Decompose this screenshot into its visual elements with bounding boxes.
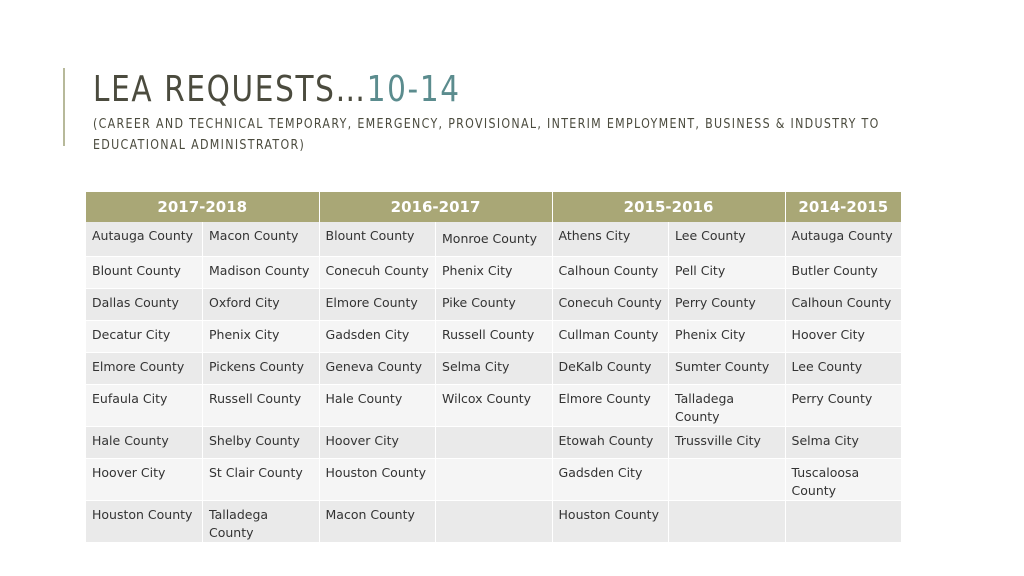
table-row (86, 257, 902, 289)
table-cell: Elmore County (86, 353, 203, 385)
table-cell (669, 501, 786, 543)
table-cell: Conecuh County (552, 289, 669, 321)
header-2015-2016: 2015-2016 (552, 192, 785, 222)
table-cell: Pickens County (203, 353, 320, 385)
table-body (86, 222, 902, 543)
table-cell: Monroe County (436, 222, 553, 257)
table-cell: Pike County (436, 289, 553, 321)
table-cell: Hale County (86, 427, 203, 459)
table-cell: Butler County (785, 257, 902, 289)
header-2014-2015: 2014-2015 (785, 192, 902, 222)
table-cell: Russell County (203, 385, 320, 427)
header-2017-2018: 2017-2018 (86, 192, 319, 222)
table-cell: Selma City (785, 427, 902, 459)
table-cell (436, 427, 553, 459)
table-cell: Trussville City (669, 427, 786, 459)
slide-subtitle: (CAREER AND TECHNICAL TEMPORARY, EMERGENCY, PROVISIONAL, INTERIM EMPLOYMENT, BUSINESS & INDUSTRY TO EDUCATIONAL ADMINISTRATOR) (93, 116, 880, 153)
table-cell: Houston County (552, 501, 669, 543)
lea-requests-table (86, 192, 902, 543)
table-cell: Eufaula City (86, 385, 203, 427)
title-main: LEA REQUESTS… (93, 69, 367, 110)
table-cell: Phenix City (203, 321, 320, 353)
table-cell (436, 501, 553, 543)
table-header-row (86, 192, 902, 222)
table-cell: Conecuh County (319, 257, 436, 289)
table-cell: Talladega County (669, 385, 786, 427)
table-row (86, 222, 902, 257)
table-cell: Gadsden City (319, 321, 436, 353)
table-cell: Elmore County (552, 385, 669, 427)
table-cell: Oxford City (203, 289, 320, 321)
table-cell: Calhoun County (785, 289, 902, 321)
table-row (86, 385, 902, 427)
table-row (86, 427, 902, 459)
table-cell: Phenix City (669, 321, 786, 353)
table-cell: Blount County (86, 257, 203, 289)
table-cell: Decatur City (86, 321, 203, 353)
table-cell: Perry County (669, 289, 786, 321)
table-cell: Macon County (319, 501, 436, 543)
table-cell: Perry County (785, 385, 902, 427)
table-cell: Cullman County (552, 321, 669, 353)
table-cell: Shelby County (203, 427, 320, 459)
title-block (93, 70, 973, 156)
table-cell: Athens City (552, 222, 669, 257)
table-cell: Hoover City (86, 459, 203, 501)
header-2016-2017: 2016-2017 (319, 192, 552, 222)
table-cell: Lee County (785, 353, 902, 385)
table-cell: Blount County (319, 222, 436, 257)
table-cell: St Clair County (203, 459, 320, 501)
table-cell: Russell County (436, 321, 553, 353)
table-cell: Lee County (669, 222, 786, 257)
table-cell: Pell City (669, 257, 786, 289)
table-cell: Geneva County (319, 353, 436, 385)
table-cell: Dallas County (86, 289, 203, 321)
table-row (86, 459, 902, 501)
table-cell: Autauga County (785, 222, 902, 257)
table-cell: Hale County (319, 385, 436, 427)
table-cell: Houston County (319, 459, 436, 501)
table-cell: DeKalb County (552, 353, 669, 385)
table-cell: Selma City (436, 353, 553, 385)
table-cell: Talladega County (203, 501, 320, 543)
table-cell: Elmore County (319, 289, 436, 321)
table-cell: Houston County (86, 501, 203, 543)
table-cell: Phenix City (436, 257, 553, 289)
table-cell: Macon County (203, 222, 320, 257)
table-row (86, 353, 902, 385)
table-cell: Hoover City (785, 321, 902, 353)
title-accent: 10-14 (366, 69, 461, 110)
table-cell: Etowah County (552, 427, 669, 459)
table-row (86, 501, 902, 543)
slide-title (93, 70, 815, 110)
accent-bar (63, 68, 65, 146)
table-cell: Calhoun County (552, 257, 669, 289)
table-cell: Tuscaloosa County (785, 459, 902, 501)
table-cell: Wilcox County (436, 385, 553, 427)
table-cell: Sumter County (669, 353, 786, 385)
table-row (86, 289, 902, 321)
table-cell: Autauga County (86, 222, 203, 257)
table-cell (436, 459, 553, 501)
table-cell: Hoover City (319, 427, 436, 459)
table-cell (669, 459, 786, 501)
table-cell (785, 501, 902, 543)
table-row (86, 321, 902, 353)
table-cell: Madison County (203, 257, 320, 289)
table-cell: Gadsden City (552, 459, 669, 501)
